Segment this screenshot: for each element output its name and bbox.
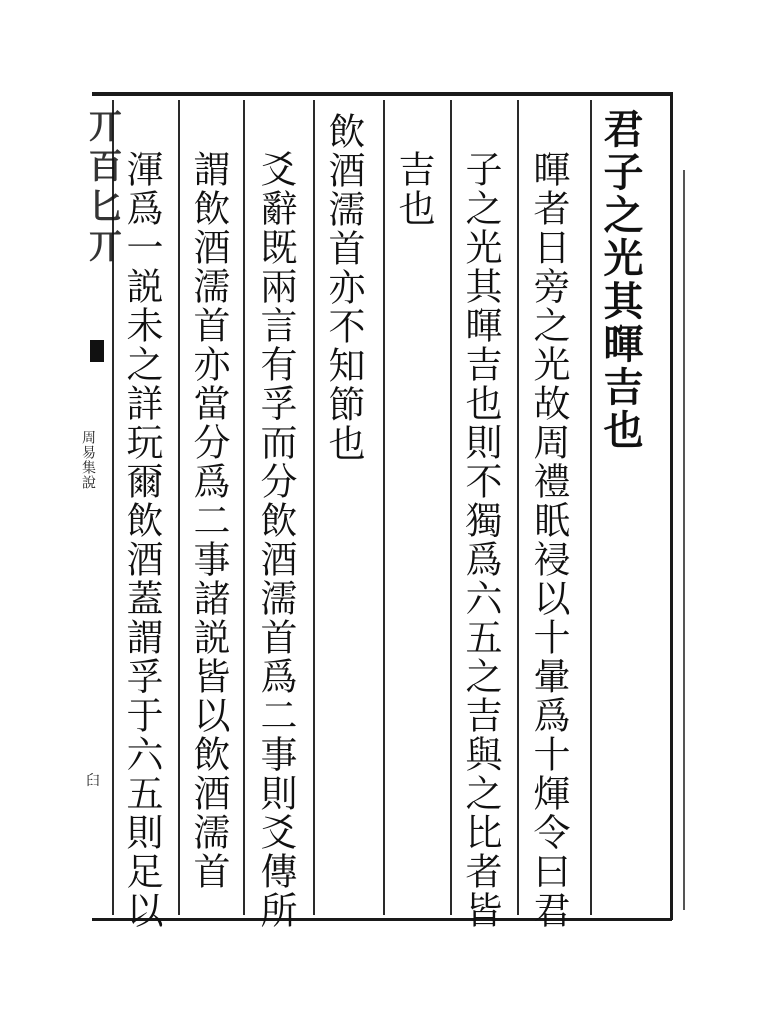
text-column-heading: 君子之光其暉吉也 — [597, 108, 644, 452]
text-column: 暉者日旁之光故周禮眂祲以十暈爲十煇令曰君 — [527, 150, 570, 930]
text-column: 子之光其暉吉也則不獨爲六五之吉與之比者皆 — [459, 150, 502, 930]
top-border-line — [92, 92, 672, 96]
column-divider — [590, 100, 592, 915]
column-divider — [313, 100, 315, 915]
fish-tail-mark — [90, 340, 104, 362]
book-title: 周易集說 — [80, 430, 96, 490]
bottom-border-line — [92, 918, 672, 921]
text-column: 飲酒濡首亦不知節也 — [322, 112, 365, 463]
column-divider — [178, 100, 180, 915]
column-divider — [517, 100, 519, 915]
text-column: 渾爲一説未之詳玩爾飲酒蓋謂孚于六五則足以 — [120, 150, 163, 930]
text-column: 吉也 — [392, 150, 435, 228]
text-column: 爻辭既兩言有孚而分飲酒濡首爲二事則爻傳所 — [254, 150, 297, 930]
column-divider — [450, 100, 452, 915]
page-number: 𦥑 — [86, 773, 100, 789]
right-outer-border-line — [683, 170, 685, 910]
text-column: 謂飲酒濡首亦當分爲二事諸説皆以飲酒濡首 — [187, 150, 230, 891]
column-divider — [243, 100, 245, 915]
margin-header-chars: 丌百匕丌 — [82, 108, 122, 268]
right-border-line — [670, 92, 673, 920]
column-divider — [383, 100, 385, 915]
